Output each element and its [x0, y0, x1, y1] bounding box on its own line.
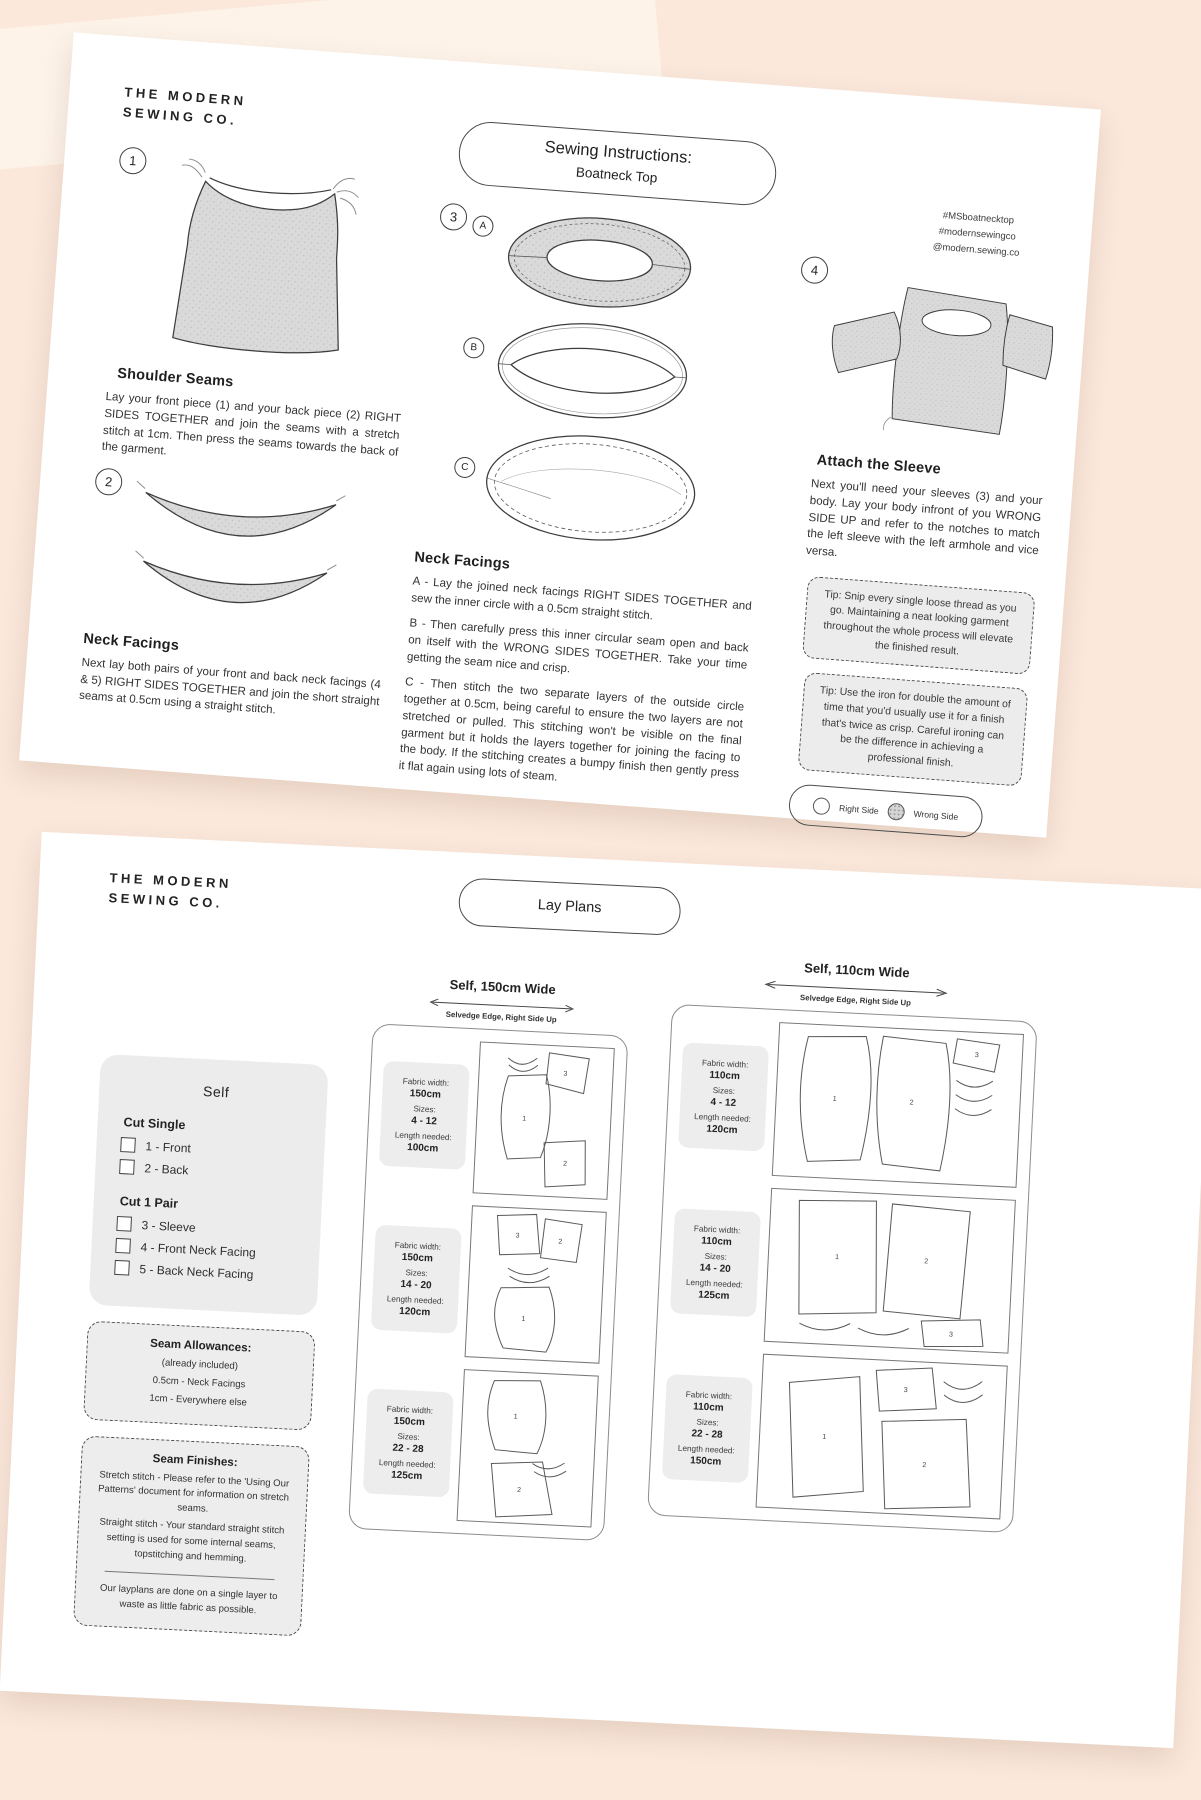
title-line-1: Sewing Instructions:	[544, 138, 693, 168]
layplan-150-heading: Self, 150cm Wide	[449, 976, 557, 998]
layplan-label	[662, 1374, 753, 1483]
cut-pair-label: Cut 1 Pair	[119, 1194, 179, 1211]
layplan-label	[379, 1060, 470, 1169]
layplan-row	[362, 1364, 599, 1527]
cut-item-sleeve	[116, 1216, 303, 1240]
cut-item-label: 5 - Back Neck Facing	[139, 1261, 254, 1282]
attach-sleeve-text: Next you'll need your sleeves (3) and your body. Lay your body infront of you WRONG SIDE UP and refer to the notches to match the left sleeve with the left armhole and vice versa.	[805, 477, 1043, 560]
seam-allowances-note: (already included)	[161, 1357, 239, 1373]
neck-facings-left-text: Next lay both pairs of your front and back neck facings (4 & 5) RIGHT SIDES TOGETHER and join the short straight seams at 0.5cm using a straight stitch.	[78, 655, 382, 717]
seam-finishes-box	[73, 1435, 310, 1637]
neck-facings-step-b: B - Then carefully press this inner circular seam open and back on itself with the WRONG SIDES TOGETHER. Take your time getting the seam nice and crisp.	[406, 616, 750, 676]
cut-item-front-neck-facing	[115, 1238, 302, 1262]
layplan-diagram	[473, 1041, 615, 1199]
layplan-column-150	[343, 973, 631, 1651]
svg-text:2: 2	[562, 1160, 567, 1168]
instructions-page	[19, 32, 1101, 837]
selvedge-note: Selvedge Edge, Right Side Up	[445, 1009, 557, 1025]
length-value: 150cm	[689, 1454, 722, 1468]
sizes-value: 14 - 20	[699, 1261, 732, 1275]
layplan-diagram	[756, 1354, 1008, 1520]
divider	[105, 1571, 275, 1580]
letter-a-badge: A	[472, 215, 495, 238]
sizes-value: 14 - 20	[400, 1278, 432, 1291]
layplan-110-container	[647, 1004, 1038, 1533]
length-value: 125cm	[698, 1288, 730, 1302]
svg-text:2: 2	[516, 1486, 521, 1494]
social-hashtags	[901, 205, 1054, 265]
fabric-width-value: 110cm	[700, 1235, 733, 1248]
checkbox-icon	[115, 1238, 131, 1254]
fabric-width-label: Fabric width:	[685, 1389, 733, 1401]
svg-text:3: 3	[514, 1232, 520, 1240]
checkbox-icon	[120, 1137, 136, 1153]
layplan-label	[670, 1208, 761, 1317]
self-panel	[89, 1054, 329, 1316]
sizes-label: Sizes:	[696, 1417, 720, 1428]
seam-allowance-line: 1cm - Everywhere else	[149, 1392, 248, 1409]
layplan-diagram	[465, 1205, 607, 1363]
layplan-row	[370, 1201, 607, 1364]
hashtag-2: #modernsewingco	[938, 225, 1017, 243]
checkbox-icon	[116, 1216, 132, 1232]
length-label: Length needed:	[685, 1277, 744, 1290]
length-value: 120cm	[706, 1123, 738, 1136]
shoulder-seams-text: Lay your front piece (1) and your back piece (2) RIGHT SIDES TOGETHER and join the seams with a stretch stitch at 1cm. Then press the seams towards the back of the garment.	[101, 390, 402, 459]
attach-sleeve-illustration	[821, 259, 1059, 460]
seam-allowances-heading: Seam Allowances:	[149, 1336, 252, 1355]
column-attach-sleeve	[760, 134, 1069, 842]
logo-line-1: THE MODERN	[109, 870, 233, 892]
length-value: 120cm	[398, 1305, 431, 1318]
logo-line-1: THE MODERN	[123, 84, 248, 109]
step-3-badge: 3	[439, 202, 468, 231]
facing-c-illustration	[476, 424, 706, 552]
checkbox-icon	[119, 1159, 135, 1175]
lay-plans-title: Lay Plans	[458, 877, 682, 936]
svg-text:1: 1	[521, 1115, 526, 1123]
right-side-label: Right Side	[838, 802, 880, 816]
svg-text:3: 3	[974, 1050, 979, 1060]
fabric-width-value: 150cm	[393, 1415, 426, 1428]
layplan-row	[378, 1037, 615, 1200]
fabric-width-value: 110cm	[709, 1069, 741, 1082]
cut-item-front	[120, 1137, 307, 1161]
layplan-110-heading: Self, 110cm Wide	[803, 960, 910, 981]
layplan-column-110	[640, 954, 1040, 1671]
lay-plans-page	[0, 832, 1201, 1748]
svg-text:2: 2	[921, 1460, 927, 1470]
straight-stitch-note: Straight stitch - Your standard straight stitch setting is used for some internal seams, topstitching and hemming.	[99, 1516, 285, 1565]
column-neck-facings	[397, 107, 788, 821]
column-shoulder-seams	[73, 82, 424, 793]
neck-facings-left-heading: Neck Facings	[82, 630, 180, 655]
sizes-value: 4 - 12	[710, 1096, 737, 1109]
length-value: 100cm	[406, 1141, 439, 1155]
neck-facings-step-a: A - Lay the joined neck facings RIGHT SIDES TOGETHER and sew the inner circle with a 0.5cm straight stitch.	[410, 574, 753, 623]
right-side-icon	[813, 797, 831, 815]
cut-item-back-neck-facing	[114, 1260, 301, 1284]
tip-box-threads: Tip: Snip every single loose thread as you go. Maintaining a neat looking garment throughout the whole process will elevate the finished result.	[802, 576, 1036, 675]
layplan-row	[669, 1183, 1016, 1353]
stretch-stitch-note: Stretch stitch - Please refer to the 'Using Our Patterns' document for information on stretch seams.	[97, 1468, 290, 1516]
svg-text:2: 2	[908, 1098, 914, 1107]
fabric-width-label: Fabric width:	[402, 1076, 450, 1088]
fabric-width-label: Fabric width:	[701, 1057, 749, 1070]
brand-logo	[122, 82, 424, 145]
figure-facing-a	[434, 202, 780, 323]
letter-b-badge: B	[463, 337, 486, 360]
document-title	[457, 120, 779, 208]
cutting-sidebar	[73, 1054, 329, 1637]
cut-item-label: 4 - Front Neck Facing	[140, 1239, 257, 1260]
length-value: 125cm	[390, 1469, 423, 1482]
cut-item-label: 2 - Back	[144, 1160, 189, 1177]
seam-allowance-line: 0.5cm - Neck Facings	[152, 1374, 246, 1391]
layplan-diagram	[457, 1369, 599, 1527]
cut-item-label: 1 - Front	[145, 1138, 192, 1155]
letter-c-badge: C	[454, 456, 477, 479]
layplan-150-container	[348, 1023, 628, 1541]
facing-a-illustration	[494, 207, 706, 318]
sizes-value: 22 - 28	[392, 1442, 424, 1455]
attach-sleeve-heading: Attach the Sleeve	[816, 452, 942, 479]
fabric-width-value: 150cm	[409, 1087, 442, 1101]
fabric-width-label: Fabric width:	[394, 1240, 442, 1252]
wrong-side-label: Wrong Side	[913, 808, 959, 822]
fabric-width-value: 150cm	[401, 1251, 434, 1264]
checkbox-icon	[114, 1260, 130, 1276]
svg-text:3: 3	[903, 1385, 908, 1395]
cut-single-label: Cut Single	[123, 1115, 186, 1133]
layplan-note: Our layplans are done on a single layer to waste as little fabric as possible.	[99, 1582, 278, 1616]
figure-facing-b	[426, 308, 773, 435]
logo-line-2: SEWING CO.	[108, 890, 224, 911]
self-heading: Self	[202, 1083, 230, 1101]
figure-attach-sleeve	[788, 256, 1059, 460]
layplan-diagram	[764, 1188, 1016, 1354]
sizes-label: Sizes:	[397, 1431, 420, 1442]
hashtag-3: @modern.sewing.co	[932, 241, 1020, 260]
title-line-2: Boatneck Top	[575, 164, 658, 186]
fabric-side-legend	[787, 784, 984, 839]
tip-box-iron: Tip: Use the iron for double the amount of time that you'd usually use it for a finish that's twice as crisp. Careful ironing can be the difference in achieving a professional finish.	[798, 672, 1029, 787]
layplan-label	[371, 1224, 462, 1333]
layplan-label	[363, 1388, 454, 1497]
svg-text:1: 1	[520, 1315, 526, 1323]
sizes-label: Sizes:	[704, 1251, 728, 1262]
length-label: Length needed:	[693, 1111, 752, 1124]
svg-text:3: 3	[562, 1070, 568, 1078]
figure-facing-c	[416, 420, 763, 557]
length-label: Length needed:	[394, 1129, 452, 1142]
sizes-value: 4 - 12	[410, 1114, 438, 1127]
neck-facings-center-heading: Neck Facings	[413, 549, 511, 573]
length-label: Length needed:	[386, 1293, 444, 1306]
svg-text:1: 1	[832, 1094, 837, 1103]
front-piece-illustration	[138, 149, 388, 371]
selvedge-note: Selvedge Edge, Right Side Up	[799, 993, 912, 1008]
layplan-label	[678, 1042, 769, 1151]
cut-item-back	[119, 1159, 306, 1183]
neck-facings-illustration	[118, 470, 359, 637]
seam-finishes-heading: Seam Finishes:	[152, 1451, 238, 1469]
sizes-label: Sizes:	[712, 1085, 736, 1096]
layplan-diagram	[772, 1022, 1024, 1188]
svg-text:1: 1	[821, 1432, 826, 1441]
sizes-value: 22 - 28	[691, 1427, 723, 1441]
fabric-width-label: Fabric width:	[693, 1223, 741, 1235]
neck-facings-step-c: C - Then stitch the two separate layers of the outside circle together at 0.5cm, being careful to ensure the two layers are not stretched or pulled. This stitching won't be visible on the final garment but it holds the layers together for joining the facing to the body. If the stitching creates a bumpy finish then gently press it flat again using lots of steam.	[398, 675, 745, 784]
step-1-badge: 1	[118, 147, 147, 176]
brand-logo	[108, 868, 232, 914]
svg-text:1: 1	[513, 1413, 518, 1421]
facing-b-illustration	[485, 313, 700, 430]
layplan-row	[661, 1349, 1008, 1519]
shoulder-seams-heading: Shoulder Seams	[116, 365, 235, 391]
svg-text:2: 2	[923, 1257, 928, 1266]
figure-front-piece	[105, 147, 420, 374]
sizes-label: Sizes:	[413, 1103, 436, 1114]
step-2-badge: 2	[94, 467, 123, 496]
fabric-width-label: Fabric width:	[386, 1403, 434, 1416]
length-label: Length needed:	[677, 1443, 735, 1455]
figure-neck-facings	[85, 467, 395, 639]
length-label: Length needed:	[378, 1457, 436, 1470]
cut-item-label: 3 - Sleeve	[141, 1217, 196, 1235]
hashtag-1: #MSboatnecktop	[942, 210, 1015, 227]
layplan-row	[677, 1017, 1024, 1187]
svg-text:1: 1	[834, 1252, 839, 1262]
logo-line-2: SEWING CO.	[122, 104, 238, 129]
fabric-width-value: 110cm	[692, 1400, 724, 1414]
svg-text:2: 2	[557, 1238, 562, 1246]
svg-text:3: 3	[948, 1330, 953, 1339]
seam-allowances-box	[83, 1321, 316, 1431]
wrong-side-icon	[887, 803, 905, 821]
step-4-badge: 4	[800, 256, 829, 285]
sizes-label: Sizes:	[405, 1267, 428, 1278]
